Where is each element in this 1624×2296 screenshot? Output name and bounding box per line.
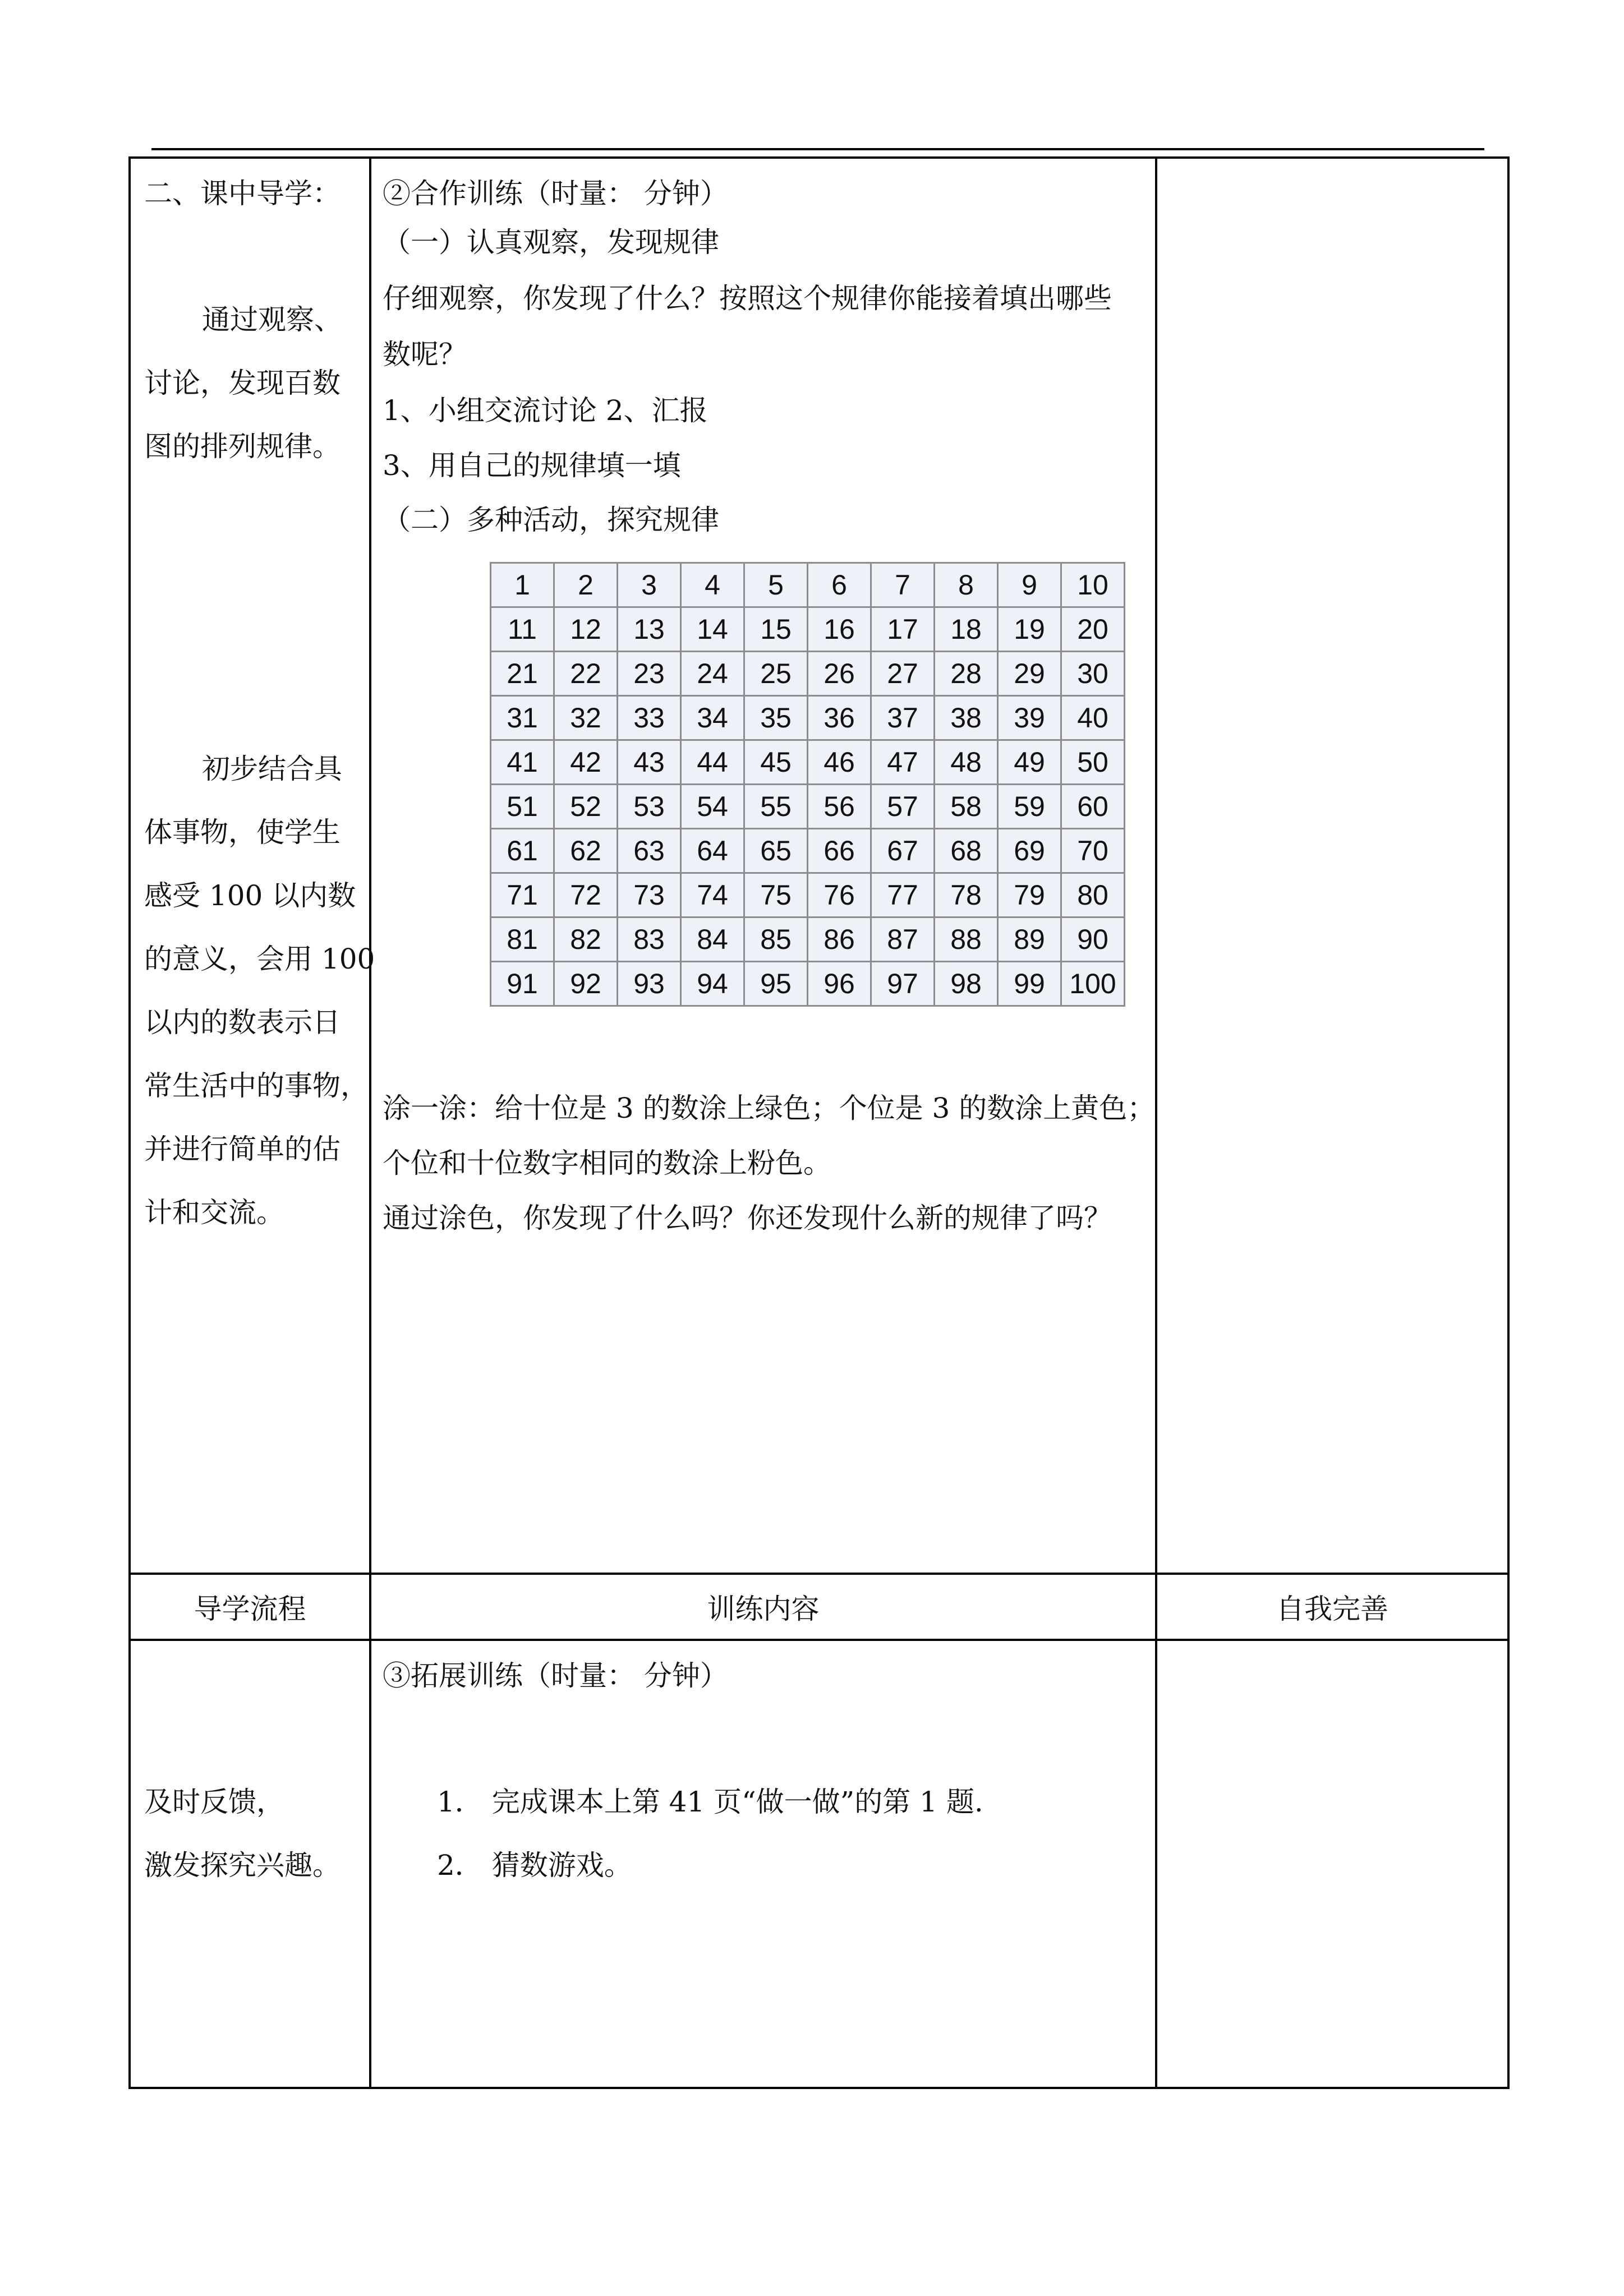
header-self-improve: 自我完善 xyxy=(1156,1574,1508,1640)
hundred-chart-cell: 60 xyxy=(1061,785,1125,829)
hundred-chart-row xyxy=(491,563,1125,607)
hundred-chart-cell: 46 xyxy=(808,740,871,785)
hundred-chart-cell: 83 xyxy=(618,918,681,962)
hundred-chart-cell: 77 xyxy=(871,873,935,918)
hundred-chart-cell: 4 xyxy=(681,563,744,607)
extension-training-heading: ③拓展训练（时量： 分钟） xyxy=(383,1659,728,1692)
goal2-line4: 的意义，会用 100 xyxy=(144,943,375,975)
hundred-chart-cell: 13 xyxy=(618,607,681,652)
hundred-chart-cell: 23 xyxy=(618,652,681,696)
hundred-chart-row xyxy=(491,785,1125,829)
part1-question-line1: 仔细观察，你发现了什么？按照这个规律你能接着填出哪些 xyxy=(383,282,1112,315)
hundred-chart-cell: 1 xyxy=(491,563,554,607)
feedback-line1: 及时反馈， xyxy=(144,1786,284,1818)
hundred-chart-cell: 7 xyxy=(871,563,935,607)
hundred-chart-cell: 71 xyxy=(491,873,554,918)
hundred-chart-cell: 39 xyxy=(998,696,1061,740)
hundred-chart-cell: 92 xyxy=(554,962,618,1006)
hundred-chart-cell: 80 xyxy=(1061,873,1125,918)
hundred-chart-cell: 84 xyxy=(681,918,744,962)
lesson-table xyxy=(128,156,1510,2089)
section3-row xyxy=(130,1640,1508,2088)
hundred-chart-cell: 42 xyxy=(554,740,618,785)
step-fill: 3、用自己的规律填一填 xyxy=(383,449,681,482)
hundred-chart-cell: 75 xyxy=(744,873,808,918)
hundred-chart-row xyxy=(491,740,1125,785)
hundred-chart-cell: 54 xyxy=(681,785,744,829)
hundred-chart-cell: 45 xyxy=(744,740,808,785)
hundred-chart-cell: 81 xyxy=(491,918,554,962)
hundred-chart-cell: 31 xyxy=(491,696,554,740)
hundred-chart-cell: 43 xyxy=(618,740,681,785)
section3-right-cell xyxy=(1156,1640,1508,2088)
goal2-line2: 体事物，使学生 xyxy=(144,816,341,849)
section-title: 二、课中导学： xyxy=(144,177,341,210)
hundred-chart-cell: 63 xyxy=(618,829,681,873)
hundred-chart-cell: 51 xyxy=(491,785,554,829)
hundred-chart-cell: 97 xyxy=(871,962,935,1006)
hundred-chart-cell: 66 xyxy=(808,829,871,873)
hundred-chart-cell: 30 xyxy=(1061,652,1125,696)
hundred-chart-cell: 37 xyxy=(871,696,935,740)
goal2-line7: 并进行简单的估 xyxy=(144,1133,341,1165)
hundred-chart-cell: 91 xyxy=(491,962,554,1006)
hundred-chart-cell: 9 xyxy=(998,563,1061,607)
hundred-chart-cell: 36 xyxy=(808,696,871,740)
hundred-chart-cell: 10 xyxy=(1061,563,1125,607)
hundred-chart-cell: 5 xyxy=(744,563,808,607)
header-row xyxy=(130,1574,1508,1640)
hundred-chart-cell: 41 xyxy=(491,740,554,785)
hundred-chart-cell: 22 xyxy=(554,652,618,696)
hundred-chart-cell: 100 xyxy=(1061,962,1125,1006)
part1-title: （一）认真观察，发现规律 xyxy=(383,226,719,259)
section3-middle-cell xyxy=(370,1640,1156,2088)
goal1-line1: 通过观察、 xyxy=(202,303,342,336)
hundred-chart-cell: 72 xyxy=(554,873,618,918)
goal1-line2: 讨论，发现百数 xyxy=(144,367,341,399)
hundred-chart-cell: 27 xyxy=(871,652,935,696)
hundred-chart-cell: 17 xyxy=(871,607,935,652)
hundred-chart-cell: 98 xyxy=(935,962,998,1006)
goal2-line5: 以内的数表示日 xyxy=(144,1006,341,1039)
hundred-chart-cell: 93 xyxy=(618,962,681,1006)
goal2-line8: 计和交流。 xyxy=(144,1196,284,1229)
hundred-chart-cell: 95 xyxy=(744,962,808,1006)
hundred-chart-cell: 19 xyxy=(998,607,1061,652)
hundred-chart-cell: 69 xyxy=(998,829,1061,873)
hundred-chart-cell: 89 xyxy=(998,918,1061,962)
color-instruction-line1: 涂一涂：给十位是 3 的数涂上绿色；个位是 3 的数涂上黄色； xyxy=(383,1092,1156,1124)
part1-question-line2: 数呢？ xyxy=(383,338,467,371)
hundred-chart-cell: 11 xyxy=(491,607,554,652)
hundred-chart-cell: 61 xyxy=(491,829,554,873)
hundred-chart-cell: 21 xyxy=(491,652,554,696)
goal2-line1: 初步结合具 xyxy=(202,753,342,785)
hundred-chart-cell: 48 xyxy=(935,740,998,785)
hundred-chart-cell: 90 xyxy=(1061,918,1125,962)
hundred-chart-cell: 38 xyxy=(935,696,998,740)
hundred-chart-cell: 85 xyxy=(744,918,808,962)
hundred-chart-cell: 68 xyxy=(935,829,998,873)
part2-title: （二）多种活动，探究规律 xyxy=(383,504,719,536)
cooperative-training-heading: ②合作训练（时量： 分钟） xyxy=(383,177,728,210)
hundred-chart-cell: 70 xyxy=(1061,829,1125,873)
hundred-chart-row xyxy=(491,873,1125,918)
hundred-chart-cell: 65 xyxy=(744,829,808,873)
feedback-line2: 激发探究兴趣。 xyxy=(144,1849,341,1882)
hundred-chart-cell: 34 xyxy=(681,696,744,740)
step-discuss-report: 1、小组交流讨论 2、汇报 xyxy=(383,394,708,427)
hundred-chart-cell: 82 xyxy=(554,918,618,962)
hundred-chart-cell: 96 xyxy=(808,962,871,1006)
hundred-chart-row xyxy=(491,829,1125,873)
header-content: 训练内容 xyxy=(370,1574,1156,1640)
hundred-chart-cell: 62 xyxy=(554,829,618,873)
hundred-chart-cell: 55 xyxy=(744,785,808,829)
hundred-chart-cell: 33 xyxy=(618,696,681,740)
hundred-chart-cell: 24 xyxy=(681,652,744,696)
hundred-chart-cell: 86 xyxy=(808,918,871,962)
header-rule xyxy=(151,148,1484,150)
hundred-chart-cell: 79 xyxy=(998,873,1061,918)
hundred-chart-row xyxy=(491,696,1125,740)
hundred-chart-cell: 76 xyxy=(808,873,871,918)
hundred-chart-cell: 58 xyxy=(935,785,998,829)
extension-item-2: 2． 猜数游戏。 xyxy=(437,1849,632,1882)
section2-left-cell xyxy=(130,158,375,1574)
hundred-chart-cell: 44 xyxy=(681,740,744,785)
hundred-chart-cell: 52 xyxy=(554,785,618,829)
hundred-chart-row xyxy=(491,918,1125,962)
hundred-chart-row xyxy=(491,607,1125,652)
hundred-chart-cell: 2 xyxy=(554,563,618,607)
hundred-chart-cell: 29 xyxy=(998,652,1061,696)
hundred-chart-cell: 16 xyxy=(808,607,871,652)
hundred-chart-cell: 8 xyxy=(935,563,998,607)
hundred-chart-cell: 25 xyxy=(744,652,808,696)
header-process: 导学流程 xyxy=(130,1574,370,1640)
hundred-chart-cell: 64 xyxy=(681,829,744,873)
hundred-chart-cell: 99 xyxy=(998,962,1061,1006)
hundred-chart-cell: 94 xyxy=(681,962,744,1006)
hundred-chart-cell: 12 xyxy=(554,607,618,652)
hundred-chart-cell: 35 xyxy=(744,696,808,740)
hundred-chart xyxy=(490,562,1125,1007)
hundred-chart-cell: 56 xyxy=(808,785,871,829)
hundred-chart-cell: 40 xyxy=(1061,696,1125,740)
hundred-chart-cell: 3 xyxy=(618,563,681,607)
hundred-chart-cell: 14 xyxy=(681,607,744,652)
hundred-chart-cell: 57 xyxy=(871,785,935,829)
goal1-line3: 图的排列规律。 xyxy=(144,430,341,463)
goal2-line3: 感受 100 以内数 xyxy=(144,879,356,912)
hundred-chart-cell: 26 xyxy=(808,652,871,696)
hundred-chart-cell: 88 xyxy=(935,918,998,962)
hundred-chart-row xyxy=(491,962,1125,1006)
section2-right-cell xyxy=(1156,158,1508,1574)
goal2-line6: 常生活中的事物， xyxy=(144,1069,369,1102)
hundred-chart-cell: 67 xyxy=(871,829,935,873)
hundred-chart-cell: 6 xyxy=(808,563,871,607)
hundred-chart-cell: 73 xyxy=(618,873,681,918)
hundred-chart-cell: 50 xyxy=(1061,740,1125,785)
hundred-chart-cell: 47 xyxy=(871,740,935,785)
hundred-chart-cell: 53 xyxy=(618,785,681,829)
hundred-chart-cell: 20 xyxy=(1061,607,1125,652)
discovery-question: 通过涂色，你发现了什么吗？你还发现什么新的规律了吗？ xyxy=(383,1202,1112,1234)
hundred-chart-cell: 18 xyxy=(935,607,998,652)
extension-item-1: 1． 完成课本上第 41 页“做一做”的第 1 题. xyxy=(437,1786,983,1818)
section3-left-cell xyxy=(130,1640,370,2088)
hundred-chart-cell: 15 xyxy=(744,607,808,652)
hundred-chart-cell: 87 xyxy=(871,918,935,962)
hundred-chart-row xyxy=(491,652,1125,696)
color-instruction-line2: 个位和十位数字相同的数涂上粉色。 xyxy=(383,1147,831,1179)
hundred-chart-cell: 78 xyxy=(935,873,998,918)
hundred-chart-cell: 32 xyxy=(554,696,618,740)
hundred-chart-cell: 49 xyxy=(998,740,1061,785)
hundred-chart-cell: 28 xyxy=(935,652,998,696)
hundred-chart-cell: 59 xyxy=(998,785,1061,829)
hundred-chart-cell: 74 xyxy=(681,873,744,918)
